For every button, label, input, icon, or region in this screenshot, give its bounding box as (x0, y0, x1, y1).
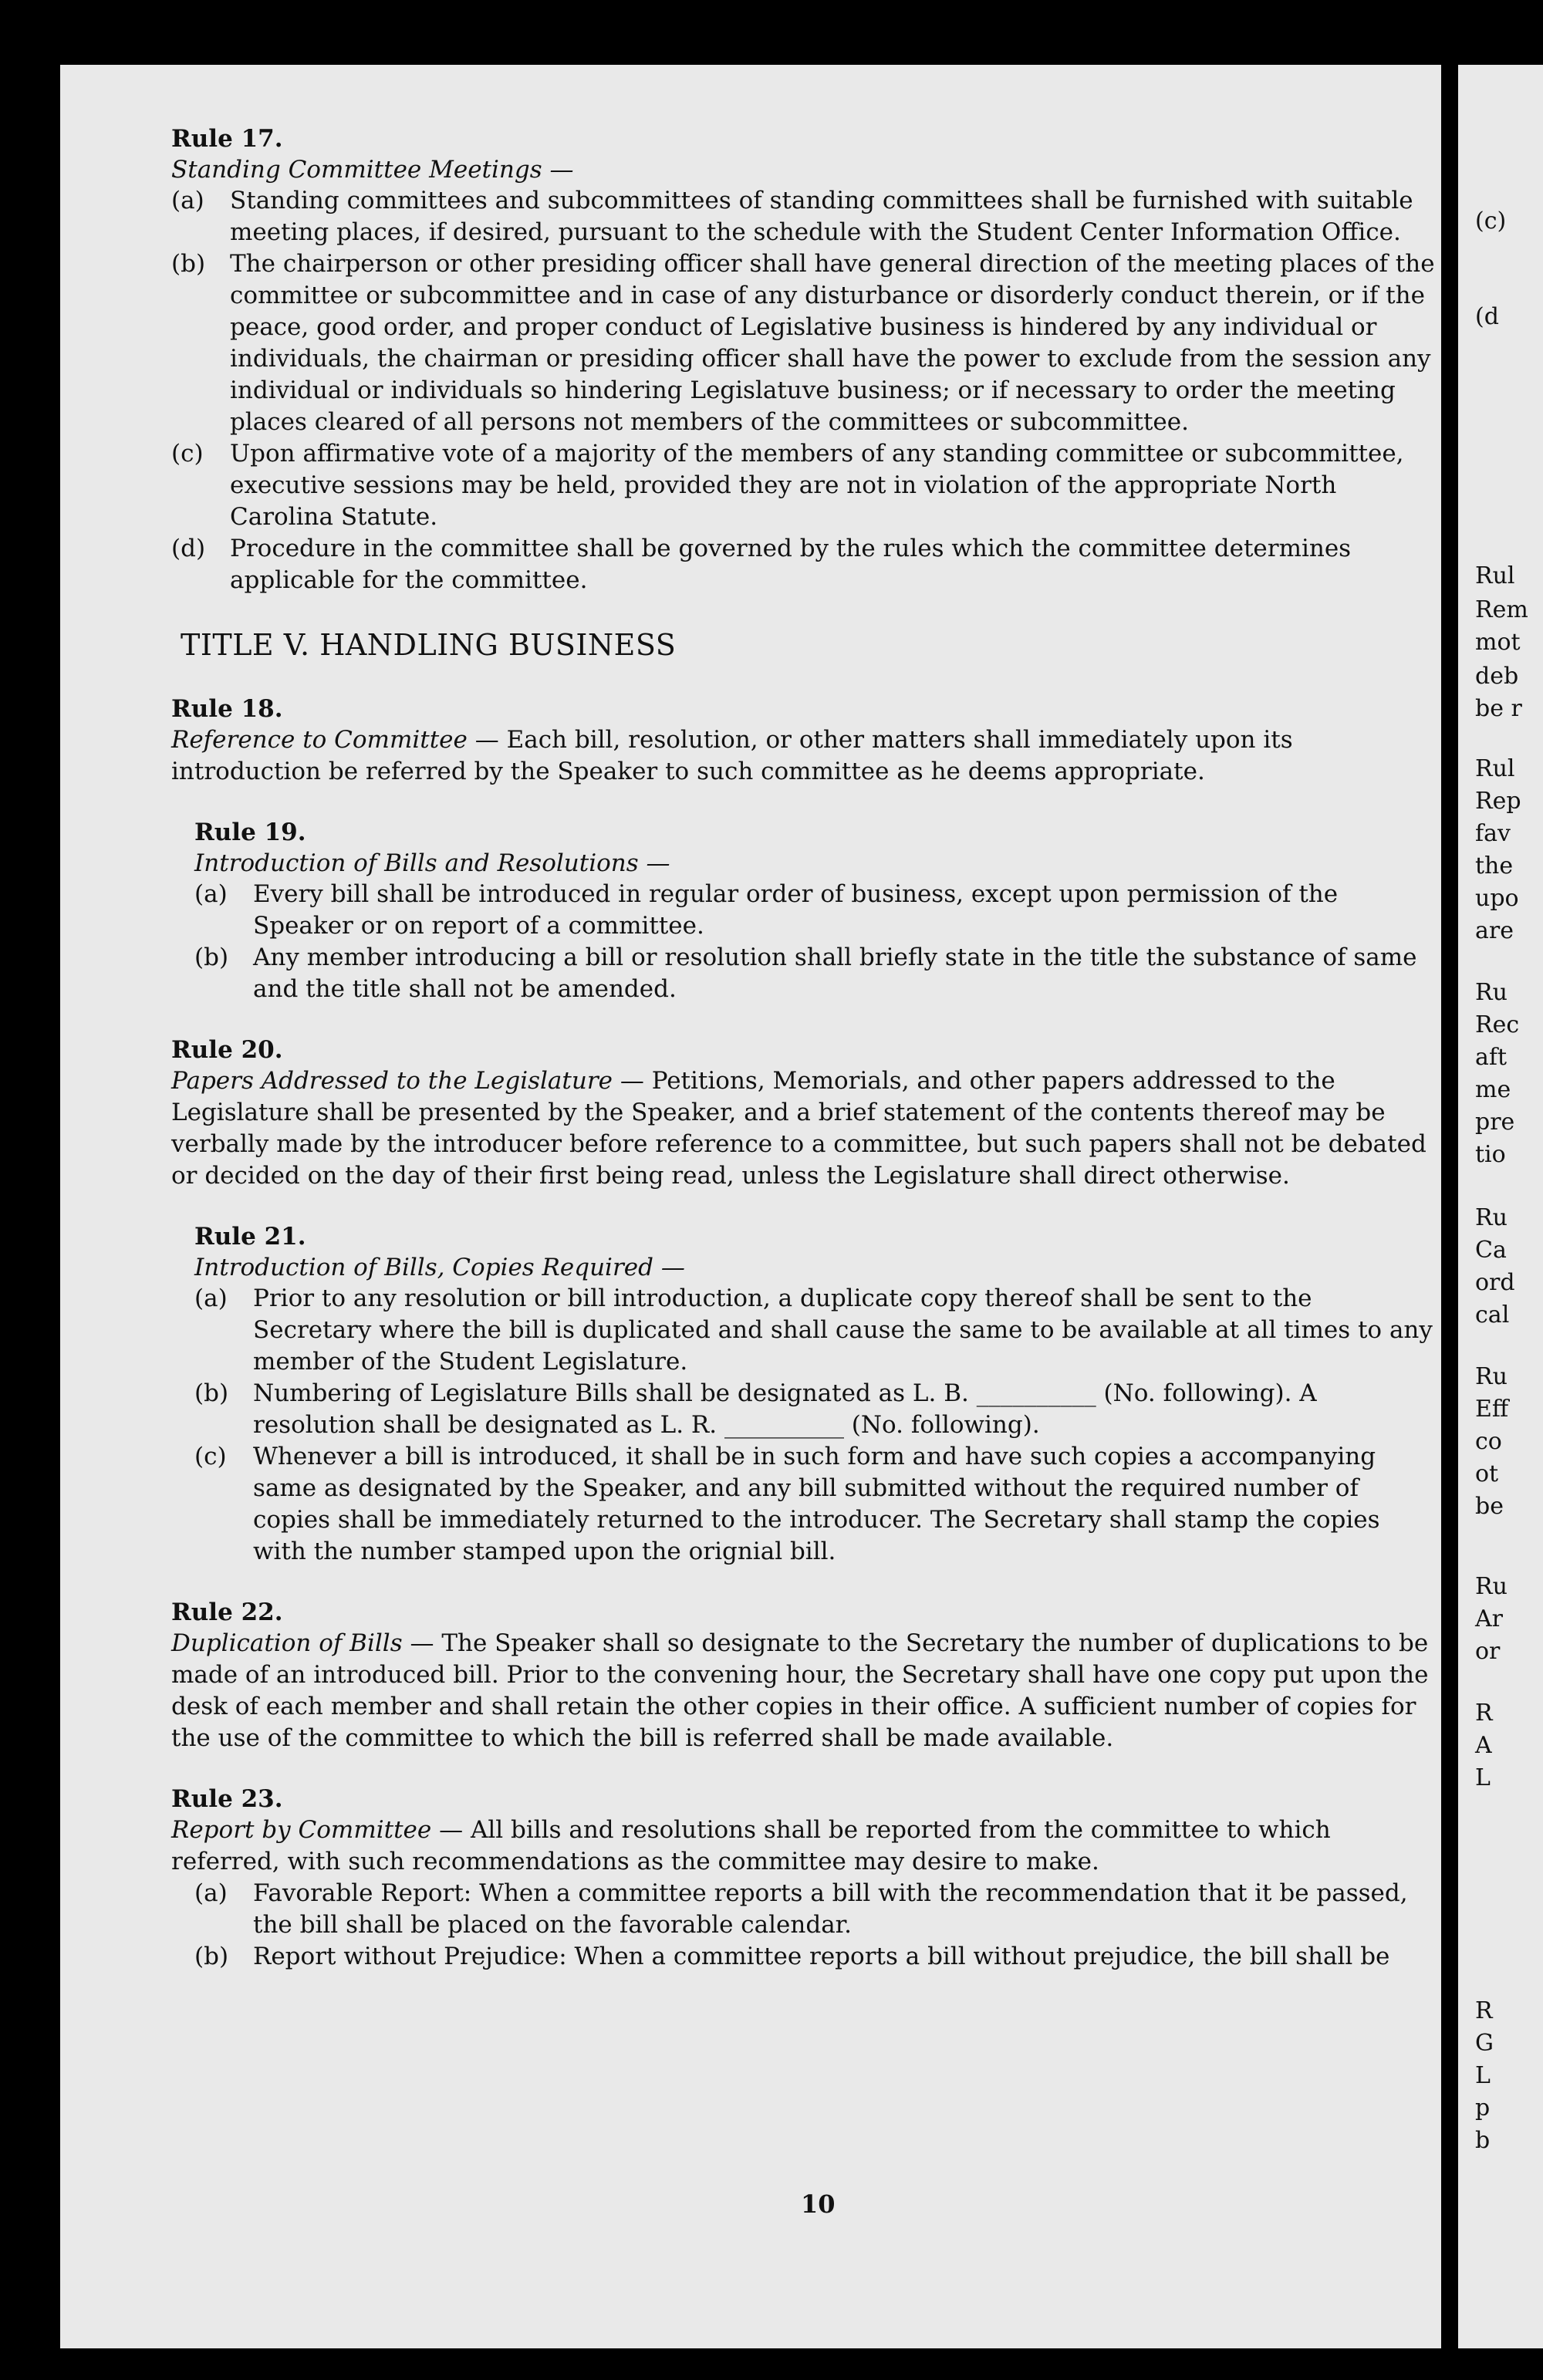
list-item (194, 1378, 1437, 1441)
rule-paragraph (171, 1628, 1437, 1754)
list-item (171, 533, 1437, 596)
edge-fragment: fav (1475, 820, 1511, 847)
rule-text: — Petitions, Memorials, and other papers addressed to the Legislature shall be presented by the Speaker, and a brief statement of the contents thereof may be verbally made by the introducer before reference to a committee, but such papers shall not be debated or decided on the day of their first being read, unless the Legislature shall direct otherwise. (171, 1067, 1427, 1190)
rule-text: — The Speaker shall so designate to the Secretary the number of duplications to be made of an introduced bill. Prior to the convening hour, the Secretary shall have one copy put upon the desk of each member and shall retain the other copies in their office. A sufficient number of copies for the use of the committee to which the bill is referred shall be made available. (171, 1629, 1429, 1752)
rule-title: Rule 21. (194, 1223, 306, 1251)
item-text: Every bill shall be introduced in regular order of business, except upon permission of the Speaker or on report of a committee. (253, 880, 1339, 940)
item-label: (b) (194, 1379, 229, 1407)
section-title: TITLE V. HANDLING BUSINESS (181, 628, 677, 662)
edge-fragment: Eff (1475, 1396, 1509, 1423)
edge-fragment: Ru (1475, 1204, 1508, 1231)
rule-20 (171, 1035, 1437, 1192)
item-text: Any member introducing a bill or resolution shall briefly state in the title the substance of same and the title shall not be amended. (253, 944, 1417, 1003)
edge-fragment: L (1475, 1764, 1491, 1791)
rule-paragraph (171, 1065, 1437, 1192)
rule-17 (171, 123, 1437, 596)
list-item (194, 1441, 1437, 1568)
item-text: Prior to any resolution or bill introduction, a duplicate copy thereof shall be sent to the Secretary where the bill is duplicated and shall cause the same to be available at all times to any member of the Student Legislature. (253, 1285, 1433, 1376)
page-number: 10 (801, 2189, 836, 2219)
list-item (194, 942, 1437, 1005)
edge-fragment: the (1475, 852, 1514, 879)
rule-lead: Reference to Committee (171, 726, 468, 754)
item-label: (a) (171, 187, 204, 214)
edge-fragment: or (1475, 1638, 1501, 1665)
edge-fragment: be r (1475, 695, 1522, 722)
edge-fragment: Rep (1475, 788, 1521, 815)
rule-title: Rule 19. (194, 819, 306, 846)
rule-title: Rule 17. (171, 125, 283, 153)
edge-fragment: Rec (1475, 1011, 1520, 1038)
list-item (171, 185, 1437, 248)
item-text: Report without Prejudice: When a committee reports a bill without prejudice, the bill shall be (253, 1943, 1390, 1970)
rule-19 (194, 817, 1437, 1005)
item-text: Procedure in the committee shall be governed by the rules which the committee determines applicable for the committee. (230, 535, 1352, 594)
edge-fragment: pre (1475, 1109, 1515, 1136)
edge-fragment: A (1475, 1732, 1492, 1759)
item-label: (a) (194, 880, 228, 908)
edge-fragment: (d (1475, 303, 1499, 330)
edge-fragment: are (1475, 917, 1514, 944)
item-label: (a) (194, 1285, 228, 1312)
item-label: (b) (171, 250, 206, 278)
rule-title: Rule 18. (171, 695, 283, 723)
item-label: (d) (171, 535, 206, 562)
edge-fragment: ot (1475, 1460, 1499, 1487)
edge-fragment: Ca (1475, 1237, 1507, 1264)
rule-lead: Report by Committee (171, 1816, 432, 1844)
list-item (194, 1941, 1437, 1973)
item-label: (c) (171, 440, 204, 468)
item-label: (b) (194, 1943, 229, 1970)
item-label: (a) (194, 1879, 228, 1907)
edge-fragment: be (1475, 1493, 1504, 1520)
item-text: Numbering of Legislature Bills shall be designated as L. B. __________ (No. following). A resolution shall be designated as L. R. __________ (No. following). (253, 1379, 1317, 1439)
edge-fragment: p (1475, 2095, 1491, 2122)
rule-paragraph (171, 724, 1437, 788)
edge-fragment: (c) (1475, 208, 1507, 235)
page-gutter (1441, 65, 1458, 2348)
edge-fragment: Rul (1475, 562, 1515, 589)
rule-heading: Introduction of Bills, Copies Required — (194, 1254, 685, 1281)
rule-22 (171, 1597, 1437, 1754)
edge-fragment: mot (1475, 629, 1521, 656)
rule-18 (171, 694, 1437, 788)
edge-fragment: G (1475, 2030, 1494, 2057)
rule-lead: Papers Addressed to the Legislature (171, 1067, 613, 1095)
rule-title: Rule 22. (171, 1598, 283, 1626)
item-text: Upon affirmative vote of a majority of the members of any standing committee or subcommittee, executive sessions may be held, provided they are not in violation of the appropriate North Carolina Statute. (230, 440, 1404, 531)
rule-paragraph (171, 1815, 1437, 1878)
list-item (194, 1878, 1437, 1941)
edge-fragment: Rem (1475, 596, 1528, 623)
rule-text: — All bills and resolutions shall be reported from the committee to which referred, with such recommendations as the committee may desire to make. (171, 1816, 1331, 1875)
rule-title: Rule 20. (171, 1036, 283, 1064)
edge-fragment: R (1475, 1997, 1493, 2024)
edge-fragment: b (1475, 2127, 1491, 2154)
edge-fragment: upo (1475, 885, 1519, 912)
rule-text: — Each bill, resolution, or other matters shall immediately upon its introduction be referred by the Speaker to such committee as he deems appropriate. (171, 726, 1293, 785)
rule-23 (171, 1784, 1437, 1973)
item-label: (c) (194, 1443, 227, 1470)
edge-fragment: co (1475, 1428, 1502, 1455)
edge-fragment: Ru (1475, 1363, 1508, 1390)
edge-fragment: Ar (1475, 1605, 1504, 1632)
edge-fragment: me (1475, 1076, 1511, 1103)
item-text: Standing committees and subcommittees of standing committees shall be furnished with suitable meeting places, if desired, pursuant to the schedule with the Student Center Information Office. (230, 187, 1413, 246)
edge-fragment: cal (1475, 1301, 1510, 1328)
rule-21 (194, 1221, 1437, 1568)
page-content (171, 123, 1437, 2002)
edge-fragment: Ru (1475, 979, 1508, 1006)
item-text: Favorable Report: When a committee reports a bill with the recommendation that it be passed, the bill shall be placed on the favorable calendar. (253, 1879, 1408, 1939)
rule-lead: Duplication of Bills (171, 1629, 403, 1657)
list-item (171, 438, 1437, 533)
next-page-edge (1458, 65, 1543, 2348)
edge-fragment: tio (1475, 1141, 1506, 1168)
edge-fragment: R (1475, 1700, 1493, 1727)
list-item (171, 248, 1437, 438)
edge-fragment: Ru (1475, 1573, 1508, 1600)
item-text: Whenever a bill is introduced, it shall be in such form and have such copies a accompanying same as designated by the Speaker, and any bill submitted without the required number of copies shall be immediately returned to the introducer. The Secretary shall stamp the copies with the number stamped upon the orignial bill. (253, 1443, 1380, 1565)
list-item (194, 879, 1437, 942)
edge-fragment: L (1475, 2062, 1491, 2089)
list-item (194, 1283, 1437, 1378)
edge-fragment: deb (1475, 663, 1519, 690)
rule-title: Rule 23. (171, 1785, 283, 1813)
rule-heading: Standing Committee Meetings — (171, 156, 574, 184)
item-text: The chairperson or other presiding officer shall have general direction of the meeting places of the committee or subcommittee and in case of any disturbance or disorderly conduct therein, or if the peace, good order, and proper conduct of Legislative business is hindered by any individual or individuals, the chairman or presiding officer shall have the power to exclude from the session any individual or individuals so hindering Legislatuve business; or if necessary to order the meeting places cleared of all persons not members of the committees or subcommittee. (230, 250, 1435, 436)
item-label: (b) (194, 944, 229, 971)
edge-fragment: ord (1475, 1269, 1515, 1296)
rule-heading: Introduction of Bills and Resolutions — (194, 849, 670, 877)
edge-fragment: Rul (1475, 755, 1515, 782)
edge-fragment: aft (1475, 1044, 1508, 1071)
